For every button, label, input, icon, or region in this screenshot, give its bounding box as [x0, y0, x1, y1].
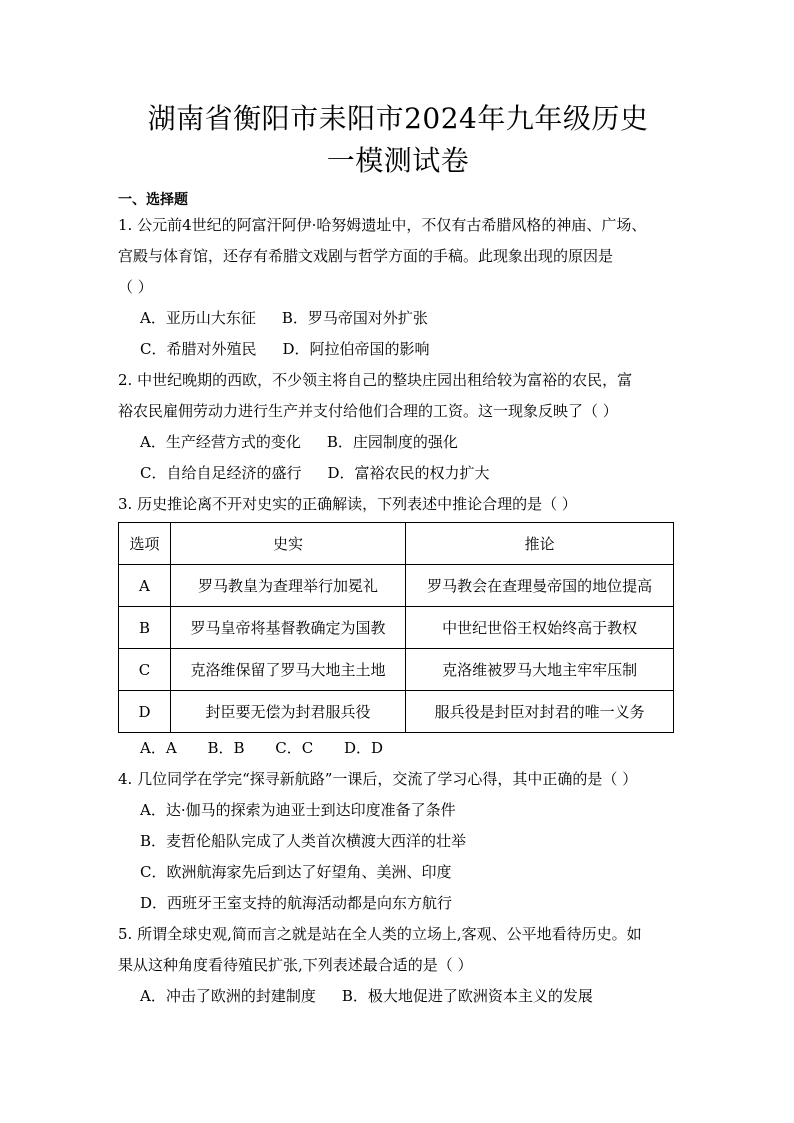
table-row [119, 565, 674, 607]
table-row [119, 691, 674, 733]
exam-title-line-1: 湖南省衡阳市耒阳市2024年九年级历史 [147, 102, 649, 135]
question-1-option-c[interactable]: C．希腊对外殖民 [140, 340, 257, 358]
question-1-option-a[interactable]: A．亚历山大东征 [140, 309, 256, 327]
question-1-line-2: 宫殿与体育馆，还存有希腊文戏剧与哲学方面的手稿。此现象出现的原因是 [118, 247, 614, 265]
question-2-options-row-1 [118, 427, 678, 458]
question-1-options-row-2 [118, 334, 678, 365]
table-header-row [119, 523, 674, 565]
question-1 [118, 210, 678, 365]
table-cell-fact: 罗马教皇为查理举行加冕礼 [170, 565, 405, 607]
table-row [119, 649, 674, 691]
question-1-options-row-1 [118, 303, 678, 334]
question-5-option-a[interactable]: A．冲击了欧洲的封建制度 [140, 987, 316, 1005]
question-2 [118, 365, 678, 489]
table-cell-option: C [119, 649, 171, 691]
table-cell-option: D [119, 691, 171, 733]
question-1-option-b[interactable]: B．罗马帝国对外扩张 [281, 309, 428, 327]
question-2-option-b[interactable]: B．庄园制度的强化 [326, 433, 458, 451]
table-header-fact: 史实 [170, 523, 405, 565]
table-header-inference: 推论 [406, 523, 674, 565]
question-3-options-row [118, 733, 678, 764]
question-2-option-a[interactable]: A．生产经营方式的变化 [140, 433, 301, 451]
question-4-option-d[interactable]: D．西班牙王室支持的航海活动都是向东方航行 [140, 894, 453, 912]
section-heading: 一、选择题 [118, 192, 188, 208]
question-4-option-a[interactable]: A．达·伽马的探索为迪亚士到达印度准备了条件 [140, 801, 456, 819]
table-cell-inference: 中世纪世俗王权始终高于教权 [406, 607, 674, 649]
question-2-line-1: 2. 中世纪晚期的西欧，不少领主将自己的整块庄园出租给较为富裕的农民，富 [118, 371, 633, 389]
question-4-option-b[interactable]: B．麦哲伦船队完成了人类首次横渡大西洋的壮举 [140, 832, 467, 850]
question-3-option-c[interactable]: C．C [275, 739, 314, 757]
table-cell-inference: 服兵役是封臣对封君的唯一义务 [406, 691, 674, 733]
table-cell-inference: 罗马教会在查理曼帝国的地位提高 [406, 565, 674, 607]
table-header-option: 选项 [119, 523, 171, 565]
question-2-line-2: 裕农民雇佣劳动力进行生产并支付给他们合理的工资。这一现象反映了（ ） [118, 402, 618, 420]
exam-page [118, 98, 678, 1012]
question-3-option-a[interactable]: A．A [140, 739, 177, 757]
table-cell-option: B [119, 607, 171, 649]
table-cell-fact: 克洛维保留了罗马大地主土地 [170, 649, 405, 691]
question-4-option-c[interactable]: C．欧洲航海家先后到达了好望角、美洲、印度 [140, 863, 452, 881]
exam-title-line-2: 一模测试卷 [326, 144, 470, 177]
question-3-option-b[interactable]: B．B [207, 739, 245, 757]
question-5-option-b[interactable]: B．极大地促进了欧洲资本主义的发展 [341, 987, 593, 1005]
question-5 [118, 919, 678, 1012]
history-table [118, 522, 674, 733]
question-4-line-1: 4. 几位同学在学完“探寻新航路”一课后，交流了学习心得，其中正确的是（ ） [118, 770, 638, 788]
question-5-line-1: 5. 所谓全球史观,简而言之就是站在全人类的立场上,客观、公平地看待历史。如 [118, 925, 642, 943]
question-2-option-d[interactable]: D．富裕农民的权力扩大 [327, 464, 490, 482]
table-cell-inference: 克洛维被罗马大地主牢牢压制 [406, 649, 674, 691]
question-2-options-row-2 [118, 458, 678, 489]
question-1-line-3: （ ） [118, 278, 153, 296]
table-cell-fact: 封臣要无偿为封君服兵役 [170, 691, 405, 733]
table-row [119, 607, 674, 649]
table-cell-fact: 罗马皇帝将基督教确定为国教 [170, 607, 405, 649]
question-3 [118, 489, 678, 764]
question-1-option-d[interactable]: D．阿拉伯帝国的影响 [282, 340, 430, 358]
question-3-line-1: 3. 历史推论离不开对史实的正确解读，下列表述中推论合理的是（ ） [118, 495, 577, 513]
question-3-option-d[interactable]: D．D [344, 739, 384, 757]
question-2-option-c[interactable]: C．自给自足经济的盛行 [140, 464, 302, 482]
question-4 [118, 764, 678, 919]
table-cell-option: A [119, 565, 171, 607]
question-5-line-2: 果从这种角度看待殖民扩张,下列表述最合适的是（ ） [118, 956, 473, 974]
question-5-options-row-1 [118, 981, 678, 1012]
question-1-line-1: 1. 公元前4世纪的阿富汗阿伊·哈努姆遗址中，不仅有古希腊风格的神庙、广场、 [118, 216, 647, 234]
